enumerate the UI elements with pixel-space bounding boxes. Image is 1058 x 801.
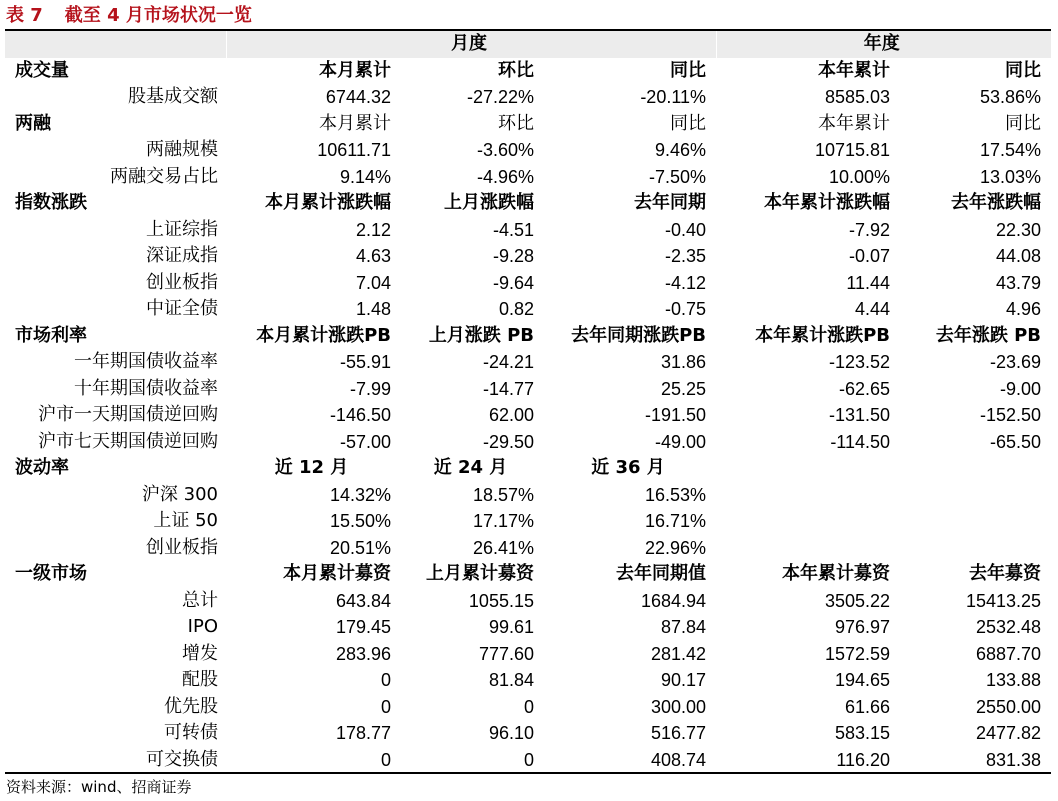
table-cell: 976.97 <box>834 617 891 637</box>
table-cell: -23.69 <box>989 352 1042 372</box>
row-label: 股基成交额 <box>128 86 218 107</box>
table-cell: -7.99 <box>349 378 391 399</box>
table-cell: -49.00 <box>654 431 707 452</box>
table-cell: -191.50 <box>644 405 707 425</box>
table-cell: 8585.03 <box>824 87 891 107</box>
table-cell: 15.50% <box>329 511 391 531</box>
row-label: 可转债 <box>164 722 218 743</box>
table-cell: 90.17 <box>660 670 707 690</box>
table-cell: 283.96 <box>335 643 391 664</box>
table-cell: 1.48 <box>355 299 391 319</box>
section-header-row <box>5 323 1051 350</box>
column-header: 本月累计涨跌幅 <box>265 192 391 213</box>
table-cell: 31.86 <box>660 352 707 372</box>
table-cell: 9.14% <box>339 166 391 187</box>
table-number: 表 7 <box>6 5 43 26</box>
header-monthly: 月度 <box>226 31 716 58</box>
table-row <box>5 588 1051 615</box>
table-cell: 1055.15 <box>468 590 534 611</box>
table-cell: 43.79 <box>995 272 1042 293</box>
table-cell: -7.50% <box>648 166 707 187</box>
row-label: 深证成指 <box>146 245 218 266</box>
table-cell <box>716 482 900 509</box>
column-header: 本月累计涨跌PB <box>256 324 391 346</box>
table-cell: 9.46% <box>654 140 707 160</box>
table-cell: 2477.82 <box>975 723 1042 743</box>
table-cell: -0.07 <box>849 246 891 266</box>
table-cell: 0 <box>380 696 391 717</box>
column-header: 环比 <box>498 59 534 81</box>
table-row <box>5 429 1051 456</box>
table-cell: 133.88 <box>985 670 1042 690</box>
header-corner <box>5 31 226 58</box>
section-header-row <box>5 111 1051 138</box>
table-cell: -29.50 <box>482 431 534 452</box>
table-cell: 99.61 <box>488 617 534 637</box>
table-cell: -9.00 <box>1000 378 1042 399</box>
table-cell: 10.00% <box>828 166 891 187</box>
table-row <box>5 535 1051 562</box>
table-cell: 179.45 <box>335 617 391 637</box>
table-cell: -65.50 <box>989 431 1042 452</box>
table-cell: 22.30 <box>995 219 1042 240</box>
row-label: 优先股 <box>164 695 218 717</box>
table-cell: 6744.32 <box>325 87 391 107</box>
table-cell: 643.84 <box>335 590 391 611</box>
table-cell: 17.17% <box>472 511 534 531</box>
table-row <box>5 402 1051 429</box>
table-cell: -4.12 <box>665 272 707 293</box>
table-cell: -131.50 <box>828 405 891 425</box>
section-name: 波动率 <box>15 457 69 478</box>
header-yearly: 年度 <box>716 31 1051 58</box>
table-cell: -27.22% <box>466 87 534 107</box>
section-header-row <box>5 190 1051 217</box>
table-cell: -4.51 <box>492 219 534 240</box>
section-name: 两融 <box>15 112 51 134</box>
row-label: 上证 50 <box>153 510 218 531</box>
table-row <box>5 482 1051 509</box>
row-label: 配股 <box>182 669 218 690</box>
table-cell: -4.96% <box>476 166 534 187</box>
table-cell: 300.00 <box>650 696 707 717</box>
row-label: 创业板指 <box>146 536 218 558</box>
column-header: 近 12 月 <box>274 457 349 478</box>
section-name: 成交量 <box>15 59 69 81</box>
table-cell: 1684.94 <box>640 590 707 611</box>
table-cell: 2550.00 <box>975 696 1042 717</box>
table-row <box>5 164 1051 191</box>
row-label: 两融规模 <box>146 139 218 160</box>
column-header: 本月累计 <box>319 112 391 134</box>
table-cell: 194.65 <box>834 670 891 690</box>
column-header: 近 24 月 <box>433 457 508 478</box>
column-header: 同比 <box>670 112 707 134</box>
table-cell: 14.32% <box>329 484 391 505</box>
table-row <box>5 376 1051 403</box>
table-cell: 3505.22 <box>824 590 891 611</box>
column-header: 本年累计募资 <box>782 563 891 584</box>
table-row <box>5 720 1051 747</box>
column-header <box>716 455 900 482</box>
row-label: 沪市七天期国债逆回购 <box>38 430 218 452</box>
market-summary-table <box>5 31 1051 773</box>
column-header: 本年累计 <box>818 59 891 81</box>
table-cell: 0 <box>523 749 534 770</box>
table-cell: 2532.48 <box>975 617 1042 637</box>
table-cell: 44.08 <box>995 246 1042 266</box>
table-cell: 116.20 <box>836 749 891 770</box>
table-cell: -146.50 <box>329 405 391 425</box>
table-title <box>6 3 252 29</box>
table-cell: -62.65 <box>838 378 891 399</box>
table-cell: 583.15 <box>834 723 891 743</box>
table-cell: 62.00 <box>488 405 534 425</box>
table-row <box>5 747 1051 774</box>
row-label: 一年期国债收益率 <box>74 351 218 372</box>
section-header-row <box>5 58 1051 85</box>
section-name: 指数涨跌 <box>15 192 87 213</box>
row-label: 沪市一天期国债逆回购 <box>38 404 218 425</box>
column-header: 本年累计涨跌PB <box>755 324 891 346</box>
table-cell: -3.60% <box>476 140 534 160</box>
table-row <box>5 137 1051 164</box>
table-cell: 15413.25 <box>965 590 1042 611</box>
table-cell <box>716 535 900 562</box>
table-cell: 4.44 <box>854 299 891 319</box>
column-header: 去年涨跌幅 <box>951 192 1042 213</box>
table-cell: 25.25 <box>660 378 707 399</box>
table-row <box>5 270 1051 297</box>
table-cell: 0 <box>523 696 534 717</box>
column-header <box>900 455 1051 482</box>
table-cell: 22.96% <box>644 537 707 558</box>
column-header: 去年同期 <box>634 192 707 213</box>
table-cell: 87.84 <box>660 617 707 637</box>
column-header: 上月涨跌幅 <box>444 192 534 213</box>
bottom-rule <box>5 772 1051 774</box>
table-cell: 831.38 <box>985 749 1042 770</box>
table-cell: 53.86% <box>979 87 1042 107</box>
column-header: 本年累计 <box>818 112 891 134</box>
row-label: 创业板指 <box>146 271 218 293</box>
table-cell: -20.11% <box>640 87 707 107</box>
table-cell: 13.03% <box>979 166 1042 187</box>
column-header: 去年同期涨跌PB <box>571 324 707 346</box>
table-cell: 777.60 <box>478 643 534 664</box>
table-row <box>5 296 1051 323</box>
table-row <box>5 349 1051 376</box>
table-row <box>5 694 1051 721</box>
table-cell: 16.53% <box>644 484 707 505</box>
table-cell: 96.10 <box>488 723 534 743</box>
section-name: 一级市场 <box>15 563 87 584</box>
table-cell <box>900 508 1051 535</box>
column-header: 本月累计 <box>319 59 391 81</box>
table-cell: -114.50 <box>830 431 891 452</box>
table-cell: 4.96 <box>1005 299 1042 319</box>
column-header: 环比 <box>498 112 534 134</box>
table-row <box>5 243 1051 270</box>
table-row <box>5 217 1051 244</box>
table-cell <box>900 535 1051 562</box>
table-cell: 20.51% <box>329 537 391 558</box>
table-cell <box>716 508 900 535</box>
row-label: 上证综指 <box>146 218 218 240</box>
table-cell: 178.77 <box>335 723 391 743</box>
column-header: 本年累计涨跌幅 <box>764 192 891 213</box>
column-header: 上月涨跌 PB <box>428 324 534 346</box>
table-cell: -24.21 <box>482 352 534 372</box>
table-cell: -2.35 <box>665 246 707 266</box>
table-cell: 1572.59 <box>824 643 891 664</box>
source-note: 资料来源：wind、招商证券 <box>6 778 192 796</box>
row-label: 可交换债 <box>146 748 218 770</box>
table-cell: 18.57% <box>472 484 534 505</box>
table-cell: 26.41% <box>472 537 534 558</box>
table-cell: -0.75 <box>665 299 707 319</box>
table-cell: 408.74 <box>650 749 707 770</box>
section-header-row <box>5 455 1051 482</box>
table-cell: -0.40 <box>665 219 707 240</box>
table-row <box>5 641 1051 668</box>
column-header: 去年募资 <box>969 563 1042 584</box>
table-cell: -14.77 <box>482 378 534 399</box>
table-cell: 11.44 <box>846 272 891 293</box>
section-header-row <box>5 561 1051 588</box>
table-cell: 81.84 <box>488 670 534 690</box>
table-cell <box>900 482 1051 509</box>
column-header: 去年同期值 <box>616 563 707 584</box>
row-label: 两融交易占比 <box>110 165 218 187</box>
table-cell: 0 <box>380 749 391 770</box>
table-cell: -152.50 <box>979 405 1042 425</box>
column-header: 上月累计募资 <box>426 563 534 584</box>
table-row <box>5 84 1051 111</box>
table-cell: 516.77 <box>650 723 707 743</box>
column-header: 同比 <box>670 59 707 81</box>
column-header: 本月累计募资 <box>283 563 391 584</box>
table-cell: 16.71% <box>644 511 707 531</box>
table-cell: 4.63 <box>355 246 391 266</box>
table-cell: 7.04 <box>355 272 391 293</box>
table-row <box>5 614 1051 641</box>
table-cell: 2.12 <box>355 219 391 240</box>
row-label: IPO <box>187 616 218 637</box>
table-cell: 6887.70 <box>975 643 1042 664</box>
column-header: 去年涨跌 PB <box>935 324 1042 346</box>
row-label: 中证全债 <box>146 298 218 319</box>
section-name: 市场利率 <box>15 324 87 346</box>
table-cell: -57.00 <box>339 431 391 452</box>
table-cell: -9.64 <box>492 272 534 293</box>
row-label: 总计 <box>182 589 218 611</box>
table-cell: 61.66 <box>844 696 891 717</box>
table-title-text: 截至 4 月市场状况一览 <box>64 5 252 26</box>
table-cell: 10611.71 <box>317 140 391 160</box>
table-cell: 17.54% <box>979 140 1042 160</box>
table-cell: -7.92 <box>849 219 891 240</box>
row-label: 十年期国债收益率 <box>74 377 218 399</box>
row-label: 沪深 300 <box>141 483 218 505</box>
row-label: 增发 <box>182 642 218 664</box>
table-cell: 0 <box>380 670 391 690</box>
table-row <box>5 667 1051 694</box>
table-cell: -9.28 <box>492 246 534 266</box>
table-row <box>5 508 1051 535</box>
table-cell: 0.82 <box>498 299 534 319</box>
column-header: 同比 <box>1005 112 1042 134</box>
table-cell: 281.42 <box>650 643 707 664</box>
table-cell: -55.91 <box>339 352 391 372</box>
column-header: 同比 <box>1005 59 1042 81</box>
column-header: 近 36 月 <box>591 457 665 478</box>
table-cell: -123.52 <box>828 352 891 372</box>
table-cell: 10715.81 <box>814 140 891 160</box>
period-header-row <box>5 31 1051 58</box>
